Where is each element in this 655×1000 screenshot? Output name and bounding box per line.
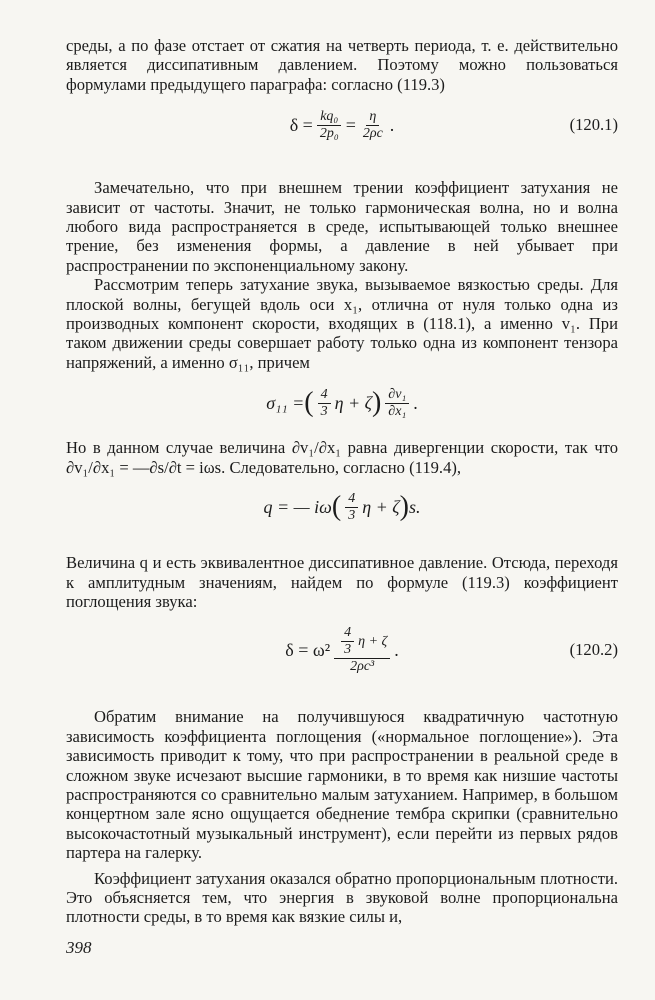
eq3-fraction [345,491,358,524]
eq1-fraction-1 [317,109,342,142]
eq3-open-paren: ( [331,491,342,523]
eq1-tail: . [389,114,395,135]
eq2-close-paren: ) [371,387,382,419]
eq3-tail: s. [408,496,421,517]
eq2-tail: . [413,392,418,413]
page-body [66,36,618,927]
eq4-inner-numerator: 4 [341,625,354,642]
eq2-lhs: σ₁₁ = [266,392,305,413]
eq1-lhs: δ = [289,114,313,135]
eq4-big-fraction [334,625,390,675]
equation-120-1 [66,94,618,156]
eq4-number: (120.2) [569,640,618,660]
eq2-f1-numerator: 4 [318,387,331,404]
eq4-denominator: 2ρc³ [350,659,375,675]
eq2-open-paren: ( [304,387,314,419]
eq2-f1-denominator: 3 [320,403,328,419]
eq4-tail: . [394,639,399,660]
paragraph-5: Величина q и есть эквивалентное диссипативное давление. Отсюда, переходя к амплитудным значениям, найдем по формуле (119.3) коэффициент поглощения звука: [66,553,618,611]
eq2-f2-numerator: ∂v₁ [385,387,409,404]
paragraph-4: Но в данном случае величина ∂v₁/∂x₁ равна дивергенции скорости, так что ∂v₁/∂x₁ = —∂s/∂t = iωs. Следовательно, согласно (119.4), [66,438,618,477]
paragraph-7: Коэффициент затухания оказался обратно пропорциональным плотности. Это объясняется тем, что энергия в звуковой волне пропорциональна плотности среды, в то время как вязкие силы и, [66,868,618,927]
eq1-equals: = [345,114,356,135]
eq1-f1-numerator: kq₀ [317,109,341,126]
paragraph-2: Замечательно, что при внешнем трении коэффициент затухания не зависит от частоты. Значит, не только гармоническая волна, но и волна любого вида распространяется в среде, испытывающей только внешнее трение, без изменения формы, а давление в ней убывает при распространении по экспоненциальному закону. [66,178,618,275]
eq1-f1-denominator: 2p₀ [319,125,339,141]
eq4-numerator [334,625,390,659]
eq3-lhs: q = — iω [263,496,332,517]
eq2-fraction-2 [385,387,409,420]
eq4-inner-denominator: 3 [344,642,352,658]
eq2-fraction-1 [318,387,331,420]
eq3-close-paren: ) [399,491,409,523]
eq3-f1-numerator: 4 [345,491,358,508]
equation-120-2 [66,611,618,689]
eq1-f2-denominator: 2ρc [362,125,383,141]
equation-sigma [66,372,618,434]
paragraph-3: Рассмотрим теперь затухание звука, вызываемое вязкостью среды. Для плоской волны, бегущей вдоль оси x₁, отлична от нуля только одна из производных компонент скорости, входящих в (118.1), а именно v₁. При таком движении среды совершает работу только одна из компонент тензора напряжений, а именно σ₁₁, причем [66,275,618,372]
eq3-body: η + ζ [362,496,400,517]
eq2-body: η + ζ [334,392,372,413]
eq3-f1-denominator: 3 [348,507,356,523]
page-number: 398 [66,938,92,957]
eq4-inner-body: η + ζ [358,633,388,649]
eq1-f2-numerator: η [366,109,379,126]
eq2-f2-denominator: ∂x₁ [388,403,407,419]
paragraph-6: Обратим внимание на получившуюся квадратичную частотную зависимость коэффициента поглощения («нормальное поглощение»). Эта зависимость приводит к тому, что при распространении в реальной среде в сложном звуке исчезают высшие гармоники, в то время как низшие частоты распространяются со сравнительно малым затуханием. Например, в большом концертном зале ясно ощущается обеднение тембра скрипки (сравнительно высокочастотный музыкальный инструмент), если перейти из первых рядов партера на галерку. [66,707,618,863]
paragraph-1: среды, а по фазе отстает от сжатия на четверть периода, т. е. действительно является диссипативным давлением. Поэтому можно пользоваться формулами предыдущего параграфа: согласно (119.3) [66,36,618,94]
eq4-lhs: δ = ω² [285,639,331,660]
eq4-inner-fraction [341,625,354,658]
equation-q [66,477,618,537]
eq1-fraction-2 [360,109,386,142]
eq1-number: (120.1) [569,115,618,135]
